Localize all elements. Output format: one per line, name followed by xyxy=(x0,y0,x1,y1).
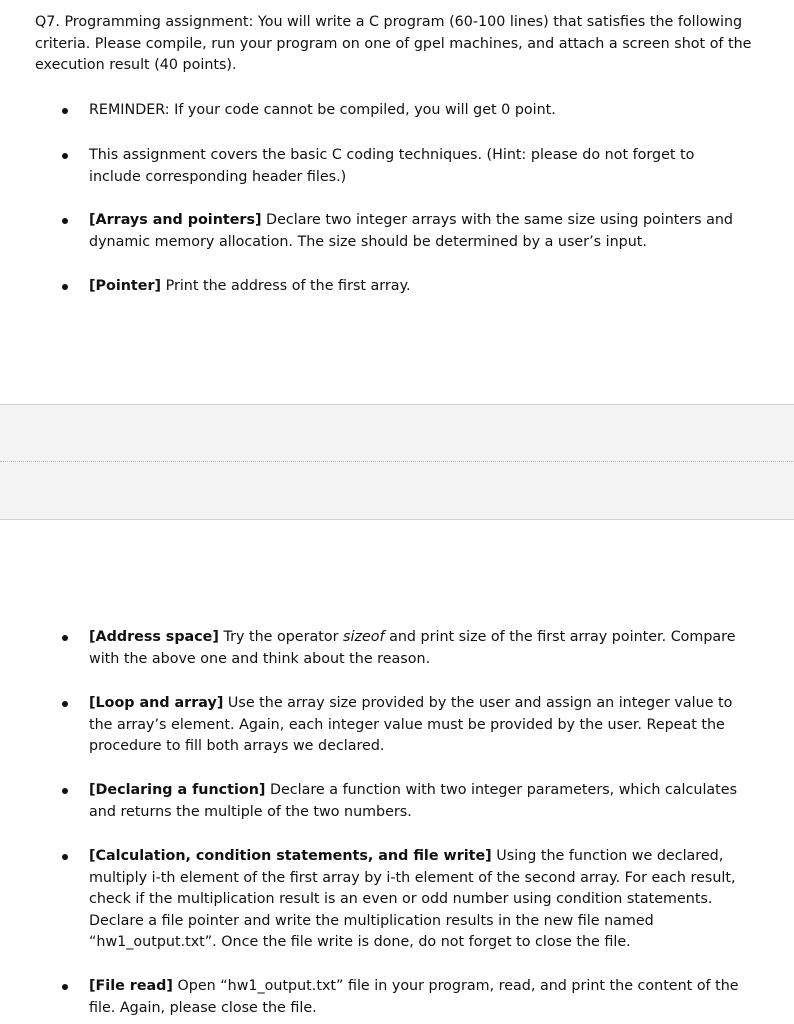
bullet-dot-icon xyxy=(62,284,68,290)
bullet-body: Use the array size provided by the user and assign an integer value to the array’s element. Again, each integer value must be provided by the user. Repeat the procedure to fill both arrays we declared. xyxy=(89,695,733,755)
bullet-text xyxy=(89,210,749,253)
page-break-band xyxy=(0,404,794,520)
bullet-text xyxy=(89,693,749,758)
question-title: Q7. Programming assignment: You will write a C program (60-100 lines) that satisfies the following criteria. Please compile, run your program on one of gpel machines, and attach a screen shot of the execution result (40 points). xyxy=(35,14,752,74)
bullet-body: Declare a function with two integer parameters, which calculates and returns the multiple of the two numbers. xyxy=(89,782,738,820)
page-break-divider xyxy=(0,461,794,462)
bullet-dot-icon xyxy=(62,701,68,707)
bullet-text xyxy=(89,276,749,298)
bullet-dot-icon xyxy=(62,635,68,641)
bullet-body: This assignment covers the basic C coding techniques. (Hint: please do not forget to include corresponding header files.) xyxy=(89,147,695,185)
bullet-text xyxy=(89,780,749,823)
bullet-dot-icon xyxy=(62,984,68,990)
bullet-heading: [Calculation, condition statements, and file write] xyxy=(89,848,492,864)
bullet-text xyxy=(89,100,749,122)
bullet-text xyxy=(89,145,749,188)
bullet-dot-icon xyxy=(62,218,68,224)
bullet-dot-icon xyxy=(62,854,68,860)
bullet-dot-icon xyxy=(62,153,68,159)
bullet-heading: [Declaring a function] xyxy=(89,782,266,798)
bullet-body: Using the function we declared, multiply i-th element of the first array by i-th element of the second array. For each result, check if the multiplication result is an even or odd number using condition statements. Declare a file pointer and write the multiplication results in the new file named “hw1_output.txt”. Once the file write is done, do not forget to close the file. xyxy=(89,848,736,951)
bullet-body: Try the operator xyxy=(218,629,344,645)
bullet-text xyxy=(89,627,749,670)
bullet-heading: [Address space] xyxy=(89,629,219,645)
bullet-dot-icon xyxy=(62,788,68,794)
bullet-dot-icon xyxy=(62,108,68,114)
bullet-heading: [Pointer] xyxy=(89,278,162,294)
bullet-body-continued: and print size of the first array pointer. Compare with the above one and think about the reason. xyxy=(89,629,736,667)
bullet-heading: [File read] xyxy=(89,978,173,994)
bullet-heading: [Arrays and pointers] xyxy=(89,212,262,228)
sizeof-keyword: sizeof xyxy=(343,629,385,645)
bullet-text xyxy=(89,846,749,954)
bullet-body: Print the address of the first array. xyxy=(161,278,411,294)
bullet-body: Open “hw1_output.txt” file in your program, read, and print the content of the file. Again, please close the file. xyxy=(89,978,739,1016)
bullet-text xyxy=(89,976,749,1019)
bullet-body: Declare two integer arrays with the same size using pointers and dynamic memory allocation. The size should be determined by a user’s input. xyxy=(89,212,733,250)
bullet-body: REMINDER: If your code cannot be compiled, you will get 0 point. xyxy=(89,102,556,118)
bullet-heading: [Loop and array] xyxy=(89,695,224,711)
